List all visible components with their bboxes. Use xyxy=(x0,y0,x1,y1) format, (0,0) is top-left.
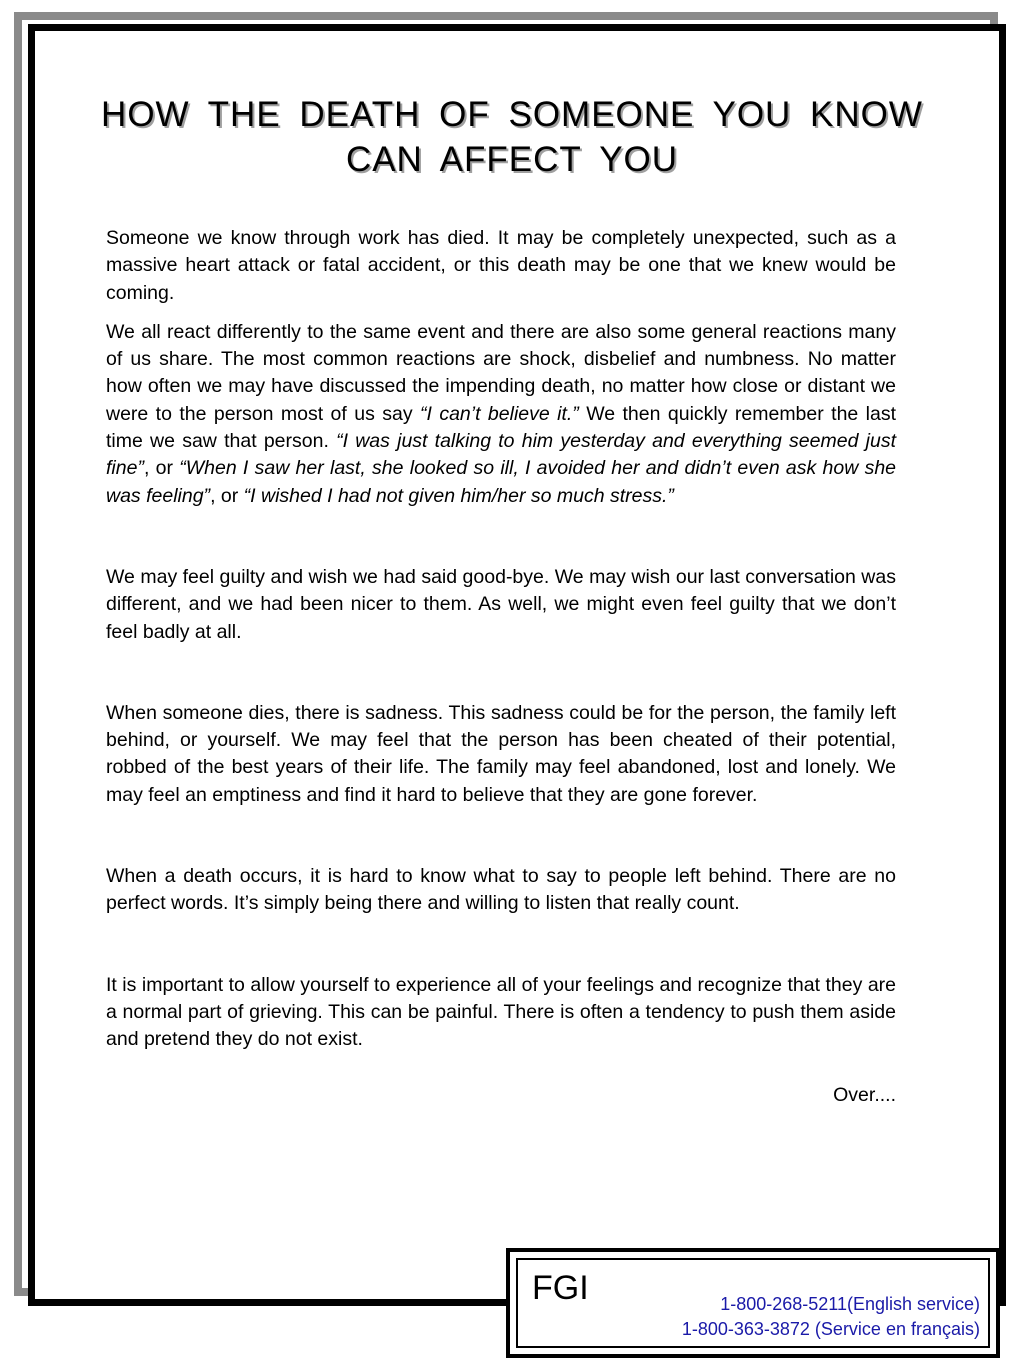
paragraph-6: It is important to allow yourself to experience all of your feelings and recognize that they are a normal part of grieving. This can be painful. There is often a tendency to push them aside and pretend they do not exist. xyxy=(106,973,896,1051)
over-note: Over.... xyxy=(833,1083,896,1106)
quote-saw-her-last: “When I saw her last, she looked so ill, I avoided her and didn’t even ask how she was feeling” xyxy=(106,457,897,507)
paragraph-2-sep-2: , or xyxy=(210,484,244,507)
footer-inner-border xyxy=(516,1258,990,1348)
document-body xyxy=(106,225,896,1109)
org-name: FGI xyxy=(532,1269,589,1307)
phone-numbers xyxy=(682,1292,980,1342)
quote-cant-believe: “I can’t believe it.” xyxy=(420,402,579,425)
paragraph-2-sep-1: , or xyxy=(143,457,180,480)
paragraph-2-text-b: We then quickly remember the last time we saw that person. xyxy=(106,402,897,453)
paragraph-2 xyxy=(106,319,896,510)
paragraph-5: When a death occurs, it is hard to know what to say to people left behind. There are no perfect words. It’s simply being there and willing to listen that really count. xyxy=(106,865,896,915)
paragraph-3: We may feel guilty and wish we had said good-bye. We may wish our last conversation was different, and we had been nicer to them. As well, we might even feel guilty that we don’t feel badly at all. xyxy=(106,565,896,643)
document-title xyxy=(40,92,984,182)
paragraph-1: Someone we know through work has died. It may be completely unexpected, such as a massive heart attack or fatal accident, or this death may be one that we knew would be coming. xyxy=(106,227,896,304)
title-line-2: CAN AFFECT YOU xyxy=(345,140,679,179)
paragraph-4: When someone dies, there is sadness. This sadness could be for the person, the family left behind, or yourself. We may feel that the person has been cheated of their potential, robbed of the best years of their life. The family may feel abandoned, lost and lonely. We may feel an emptiness and find it hard to believe that they are gone forever. xyxy=(106,701,896,806)
quote-wished-no-stress: “I wished I had not given him/her so much stress.” xyxy=(243,484,674,507)
paragraph-2-text-a: We all react differently to the same event and there are also some general reactions many of us share. The most common reactions are shock, disbelief and numbness. No matter how often we may have discussed the impending death, no matter how close or distant we were to the person most of us say xyxy=(106,320,896,425)
footer-contact-box xyxy=(506,1248,1000,1358)
phone-english: 1-800-268-5211(English service) xyxy=(720,1294,980,1314)
phone-french: 1-800-363-3872 (Service en français) xyxy=(681,1319,980,1339)
quote-talking-yesterday: “I was just talking to him yesterday and everything seemed just fine” xyxy=(106,430,896,480)
title-line-1: HOW THE DEATH OF SOMEONE YOU KNOW xyxy=(101,95,923,134)
